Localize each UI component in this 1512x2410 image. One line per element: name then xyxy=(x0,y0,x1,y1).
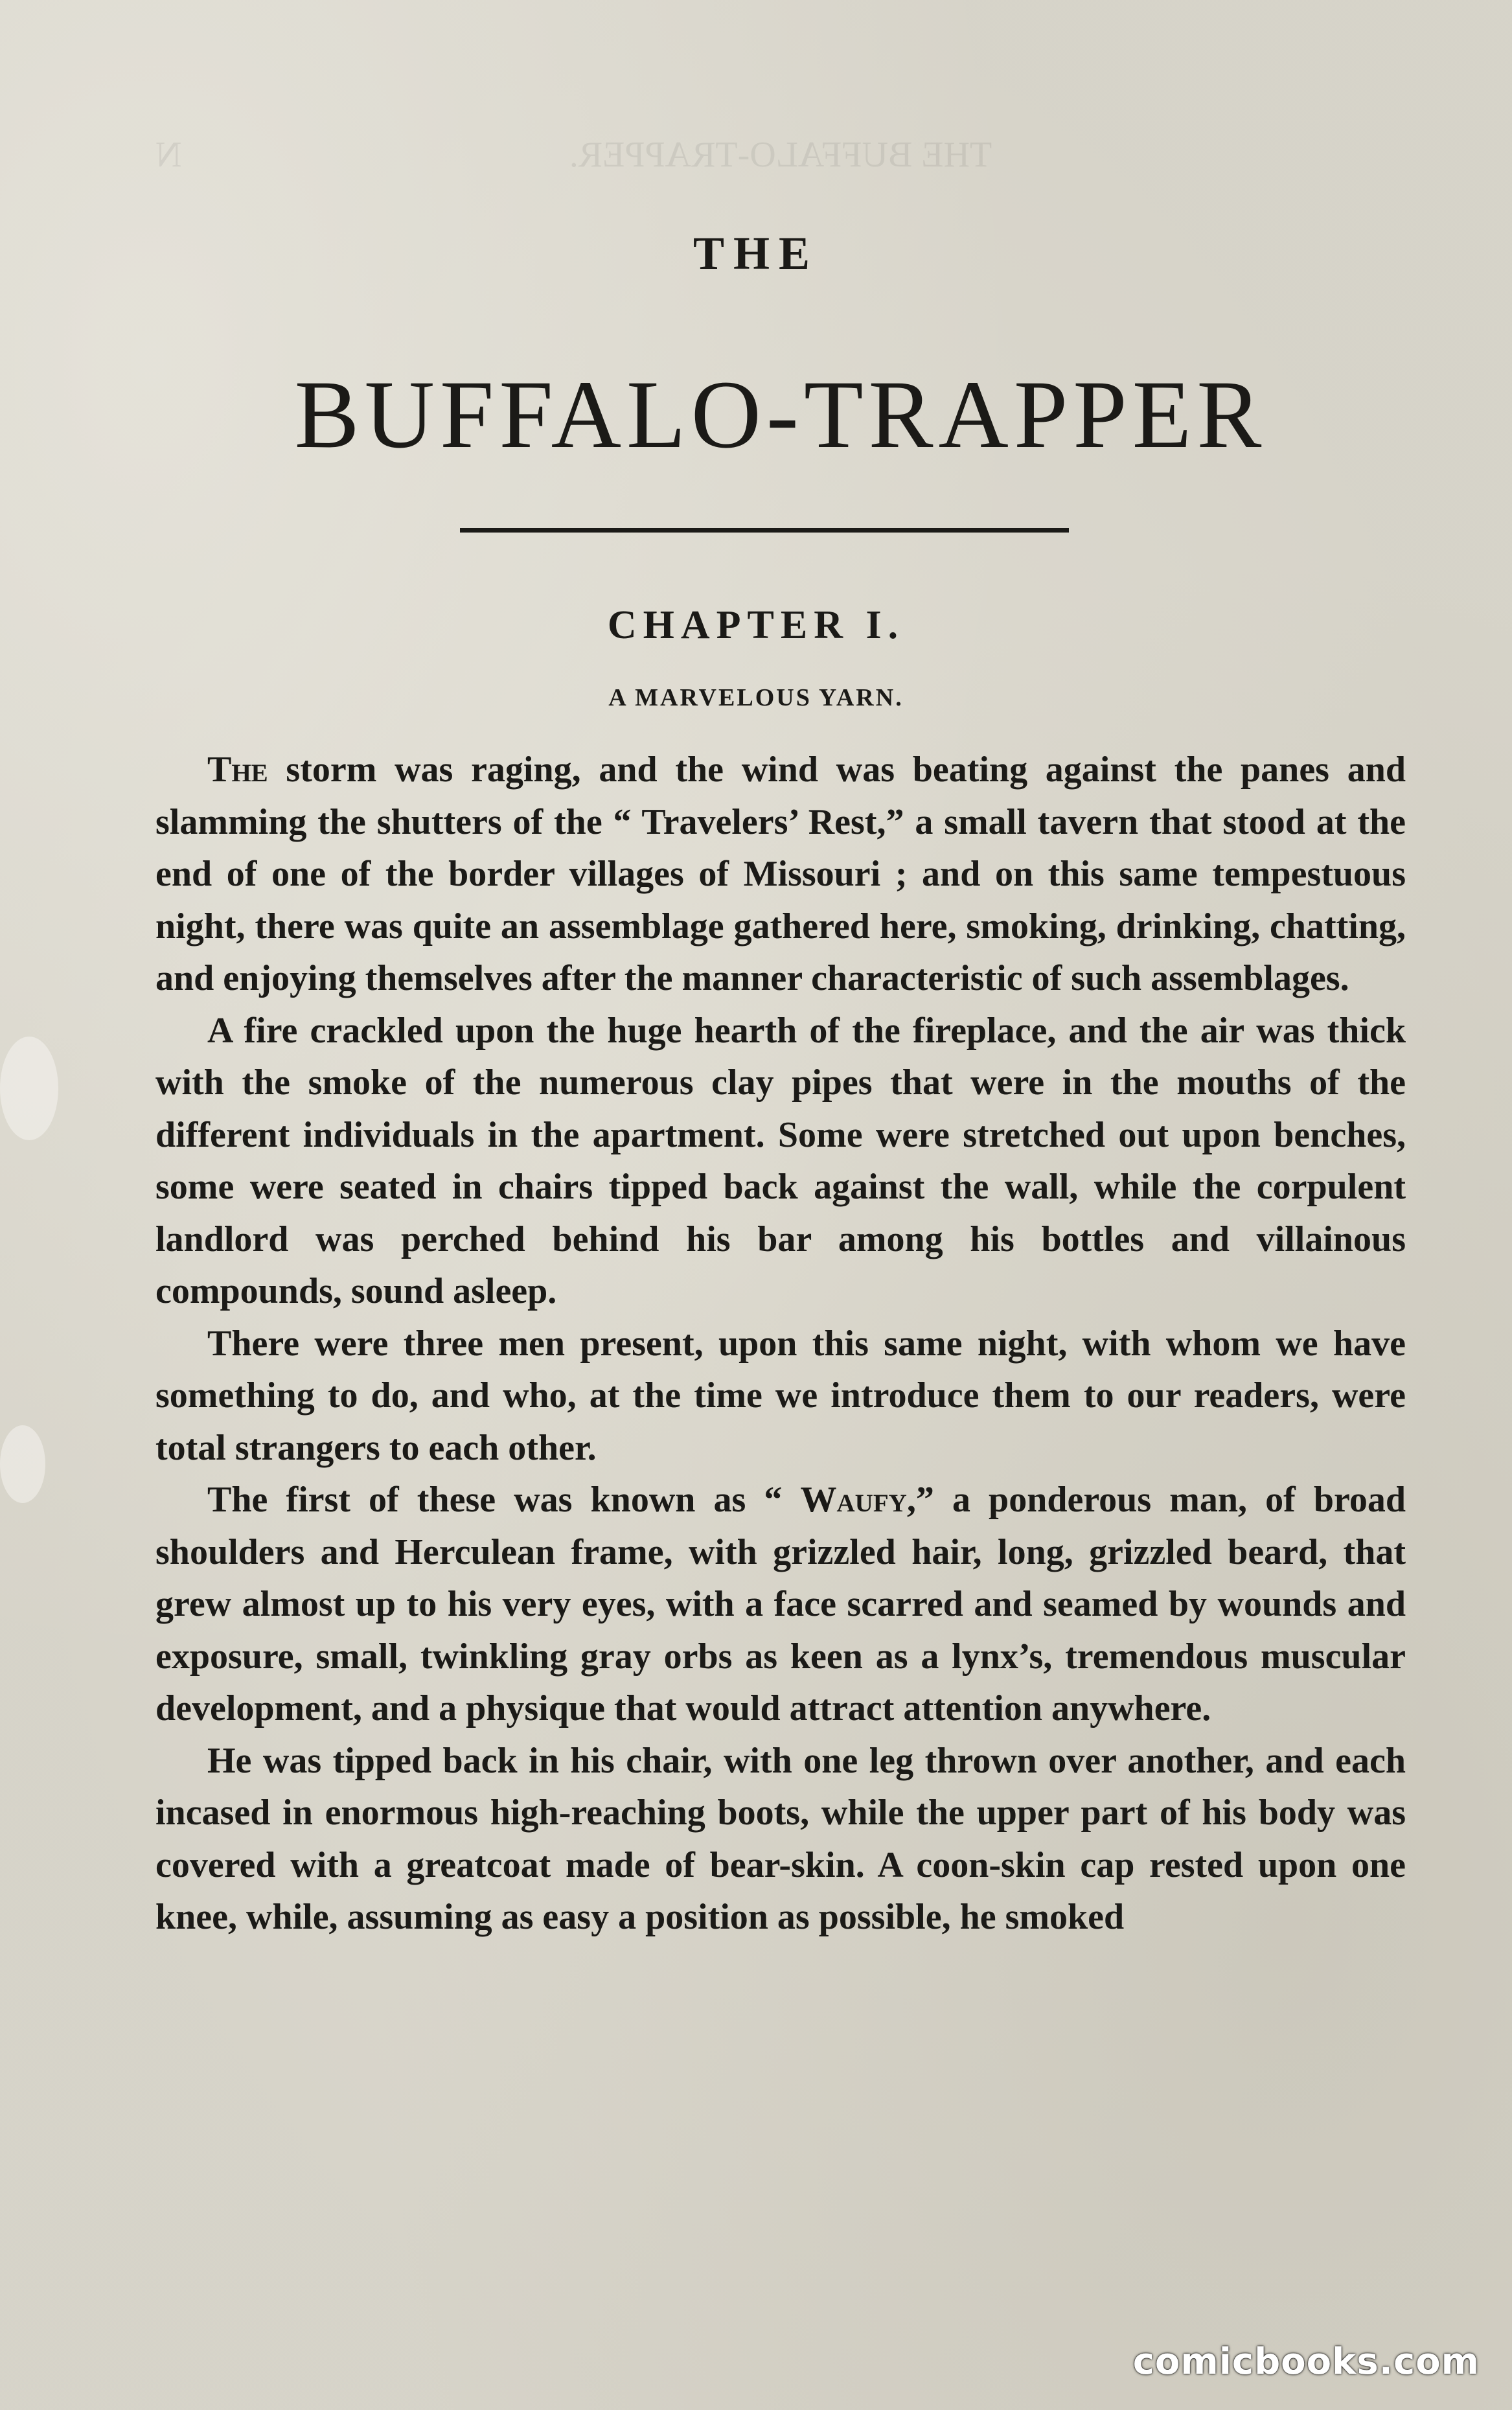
bleed-through-page-number: N xyxy=(155,135,182,175)
paragraph-text: The first of these was known as “ xyxy=(207,1480,801,1520)
paragraph-text: ,” a ponderous man, of broad shoulders and Herculean frame, with grizzled hair, long, grizzled beard, that grew almost up to his very eyes, with a face scarred and seamed by wounds and exposure, small, twinkling gray orbs as keen as a lynx’s, tremendous muscular development, and a physique that would attract attention anywhere. xyxy=(155,1480,1406,1728)
paper-smudge xyxy=(0,1425,45,1503)
bleed-through-running-head: THE BUFFALO-TRAPPER. xyxy=(569,135,992,175)
body-text xyxy=(155,744,1406,1944)
page-header: THE xyxy=(693,227,819,279)
paragraph-text: storm was raging, and the wind was beating against the panes and slamming the shutters of the “ Travelers’ Rest,” a small tavern that stood at the end of one of the border villages of Missouri ; and on this same tempestuous night, there was quite an assemblage gathered here, smoking, drinking, chatting, and enjoying themselves after the manner characteristic of such assemblages. xyxy=(155,750,1406,998)
character-name: Waufy xyxy=(800,1480,907,1520)
paragraph: He was tipped back in his chair, with one leg thrown over another, and each incased in enormous high-reaching boots, while the upper part of his body was covered with a greatcoat made of bear-skin. A coon-skin cap rested upon one knee, while, assuming as easy a position as possible, he smoked xyxy=(155,1740,1406,1937)
paper-smudge xyxy=(0,1037,58,1140)
paragraph: There were three men present, upon this same night, with whom we have something to do, and who, at the time we introduce them to our readers, were total strangers to each other. xyxy=(155,1323,1406,1468)
watermark: comicbooks.com xyxy=(1132,2341,1480,2383)
paragraph xyxy=(155,744,1406,1005)
chapter-heading: CHAPTER I. xyxy=(607,603,905,647)
paragraph xyxy=(155,1474,1406,1735)
paragraph-lead: The xyxy=(207,750,268,790)
paragraph: A fire crackled upon the huge hearth of the fireplace, and the air was thick with the smoke of the numerous clay pipes that were in the mouths of the different individuals in the apartment. Some were stretched out upon benches, some were seated in chairs tipped back against the wall, while the corpulent landlord was perched behind his bar among his bottles and villainous compounds, sound asleep. xyxy=(155,1010,1406,1311)
title-rule xyxy=(460,528,1069,533)
chapter-subtitle: A MARVELOUS YARN. xyxy=(608,684,904,711)
book-title: BUFFALO-TRAPPER xyxy=(294,361,1267,468)
